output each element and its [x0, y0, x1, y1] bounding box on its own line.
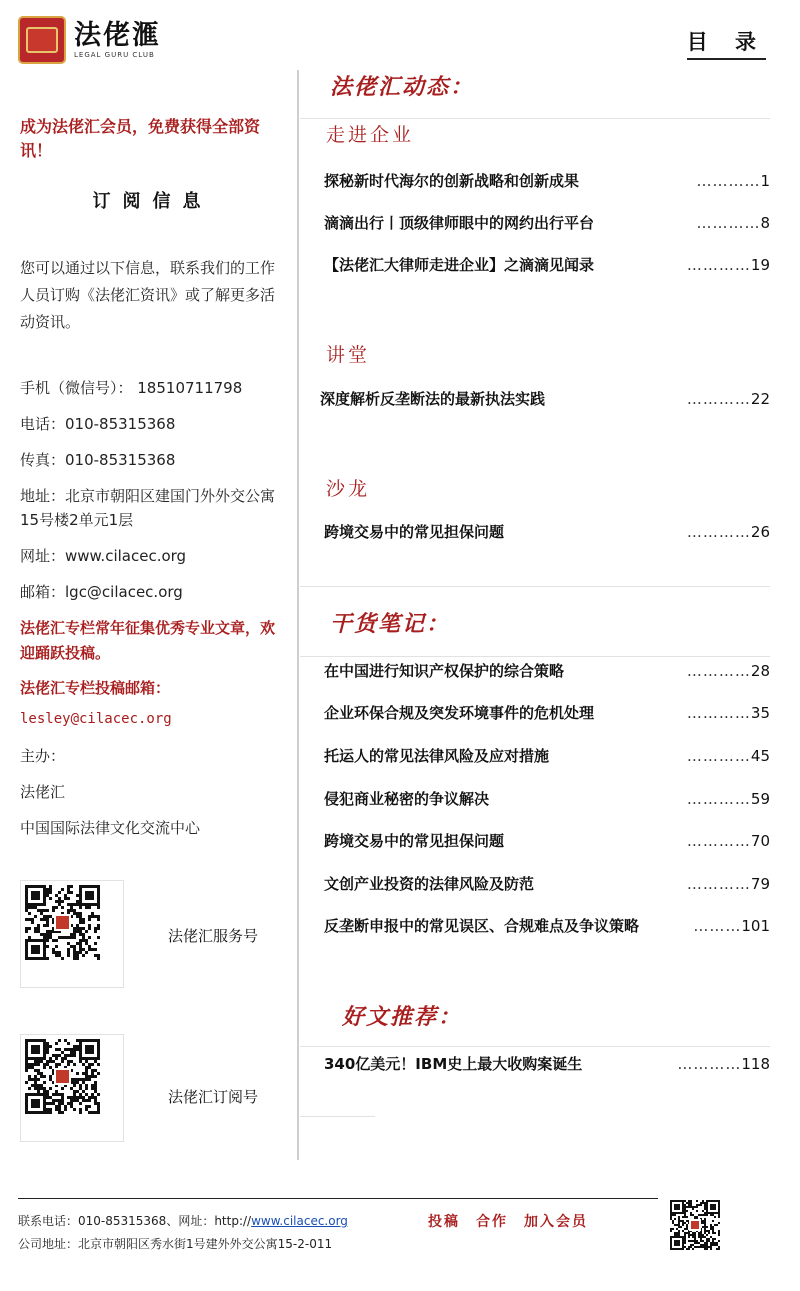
footer-link-submit[interactable]: 投稿 — [428, 1214, 460, 1230]
toc-item-page: 45 — [750, 747, 770, 765]
service-account-label: 法佬汇服务号 — [168, 927, 259, 945]
qr-center-logo-icon — [690, 1220, 700, 1230]
toc-item-page: 19 — [750, 256, 770, 274]
contact-email[interactable]: 邮箱：lgc@cilacec.org — [20, 583, 183, 601]
footer-links — [428, 1211, 588, 1231]
host-label: 主办： — [20, 747, 66, 765]
column-note: 法佬汇专栏常年征集优秀专业文章，欢迎踊跃投稿。 — [20, 619, 276, 662]
toc-item[interactable] — [324, 702, 770, 723]
footer-link-cooperate[interactable]: 合作 — [476, 1214, 508, 1230]
host-2: 中国国际法律文化交流中心 — [20, 819, 201, 837]
subsection-enterprise-title: 走进企业 — [326, 124, 415, 146]
logo-emblem-icon — [18, 16, 66, 64]
subscription-panel — [20, 115, 285, 840]
toc-item-page: 8 — [760, 214, 770, 232]
toc-item[interactable] — [324, 745, 770, 766]
toc-item-page: 79 — [750, 875, 770, 893]
divider — [300, 656, 770, 657]
contact-fax: 传真：010-85315368 — [20, 451, 176, 469]
toc-title: 目 录 — [687, 26, 766, 60]
toc-leader: ………… — [686, 662, 751, 680]
divider — [300, 118, 770, 119]
toc-leader: ………… — [686, 832, 751, 850]
toc-item[interactable] — [324, 170, 770, 191]
footer-divider — [18, 1198, 658, 1199]
toc-item-title: 340亿美元！IBM史上最大收购案诞生 — [324, 1055, 583, 1073]
contact-info — [20, 376, 285, 604]
toc-item-title: 文创产业投资的法律风险及防范 — [324, 875, 535, 893]
logo — [18, 16, 161, 64]
toc-item-page: 101 — [741, 917, 770, 935]
toc-leader: ………… — [686, 256, 751, 274]
section-notes-title: 干货笔记： — [330, 611, 451, 637]
toc-leader: ………… — [686, 523, 751, 541]
divider — [300, 586, 770, 587]
toc-item-title: 【法佬汇大律师走进企业】之滴滴见闻录 — [324, 256, 595, 274]
section-recommend-title: 好文推荐： — [342, 1004, 463, 1030]
toc-leader: ………… — [677, 1055, 742, 1073]
toc-item-title: 托运人的常见法律风险及应对措施 — [324, 747, 550, 765]
toc-item-title: 企业环保合规及突发环境事件的危机处理 — [324, 704, 595, 722]
subsection-lecture-title: 讲堂 — [326, 344, 371, 366]
toc-item-title: 跨境交易中的常见担保问题 — [324, 523, 505, 541]
toc-leader: ………… — [686, 875, 751, 893]
toc-leader: ………… — [686, 704, 751, 722]
toc-item[interactable] — [324, 212, 770, 233]
divider — [300, 1116, 375, 1117]
footer-link-join[interactable]: 加入会员 — [524, 1214, 588, 1230]
toc-item[interactable] — [324, 915, 770, 936]
logo-en: LEGAL GURU CLUB — [74, 51, 155, 59]
toc-item-title: 深度解析反垄断法的最新执法实践 — [320, 390, 546, 408]
toc-item-page: 26 — [750, 523, 770, 541]
contact-address: 地址：北京市朝阳区建国门外外交公寓15号楼2单元1层 — [20, 487, 276, 529]
subscription-account-label: 法佬汇订阅号 — [168, 1088, 259, 1106]
submit-label: 法佬汇专栏投稿邮箱： — [20, 679, 171, 697]
footer-contact-text: 联系电话：010-85315368、网址：http:// — [18, 1214, 252, 1228]
footer-site-link[interactable]: www.cilacec.org — [251, 1214, 348, 1228]
toc-item[interactable] — [324, 1053, 770, 1074]
toc-item-title: 反垄断申报中的常见误区、合规难点及争议策略 — [324, 917, 640, 935]
toc-item[interactable] — [324, 521, 770, 542]
footer-qr — [666, 1196, 748, 1282]
qr-center-logo-icon — [55, 915, 70, 930]
subscription-account-qr — [20, 1034, 124, 1142]
toc-item-title: 跨境交易中的常见担保问题 — [324, 832, 505, 850]
toc-item-title: 侵犯商业秘密的争议解决 — [324, 790, 490, 808]
toc-leader: ………… — [696, 172, 761, 190]
toc-item[interactable] — [324, 788, 770, 809]
column-divider — [297, 70, 299, 1160]
toc-item[interactable] — [320, 388, 770, 409]
toc-item[interactable] — [324, 254, 770, 275]
section-dynamics-title: 法佬汇动态： — [330, 74, 475, 100]
footer-contact — [18, 1212, 348, 1229]
member-promo: 成为法佬汇会员，免费获得全部资讯！ — [20, 117, 261, 160]
toc-leader: ……… — [693, 917, 742, 935]
subscribe-intro: 您可以通过以下信息，联系我们的工作人员订购《法佬汇资讯》或了解更多活动资讯。 — [20, 259, 276, 331]
logo-cn: 法佬滙 — [74, 20, 161, 51]
toc-item-title: 探秘新时代海尔的创新战略和创新成果 — [324, 172, 580, 190]
subscribe-title: 订阅信息 — [92, 191, 213, 212]
contact-mobile: 手机（微信号）： 18510711798 — [20, 379, 243, 397]
service-account-qr — [20, 880, 124, 988]
toc-item-page: 1 — [760, 172, 770, 190]
toc-item-page: 70 — [750, 832, 770, 850]
contact-phone: 电话：010-85315368 — [20, 415, 176, 433]
toc-item[interactable] — [324, 830, 770, 851]
toc-item-page: 118 — [741, 1055, 770, 1073]
toc-item-title: 在中国进行知识产权保护的综合策略 — [324, 662, 565, 680]
host-1: 法佬汇 — [20, 783, 66, 801]
subsection-salon-title: 沙龙 — [326, 478, 371, 500]
toc-leader: ………… — [686, 390, 751, 408]
divider — [300, 1046, 770, 1047]
toc-item-page: 28 — [750, 662, 770, 680]
toc-item[interactable] — [324, 873, 770, 894]
toc-leader: ………… — [696, 214, 761, 232]
toc-item[interactable] — [324, 660, 770, 681]
qr-center-logo-icon — [55, 1069, 70, 1084]
contact-website[interactable]: 网址：www.cilacec.org — [20, 547, 187, 565]
toc-leader: ………… — [686, 747, 751, 765]
toc-item-page: 35 — [750, 704, 770, 722]
toc-item-page: 59 — [750, 790, 770, 808]
toc-leader: ………… — [686, 790, 751, 808]
submit-email[interactable]: lesley@cilacec.org — [20, 711, 172, 727]
toc-item-title: 滴滴出行丨顶级律师眼中的网约出行平台 — [324, 214, 595, 232]
toc-item-page: 22 — [750, 390, 770, 408]
footer-address: 公司地址：北京市朝阳区秀水街1号建外外交公寓15-2-011 — [18, 1237, 333, 1251]
